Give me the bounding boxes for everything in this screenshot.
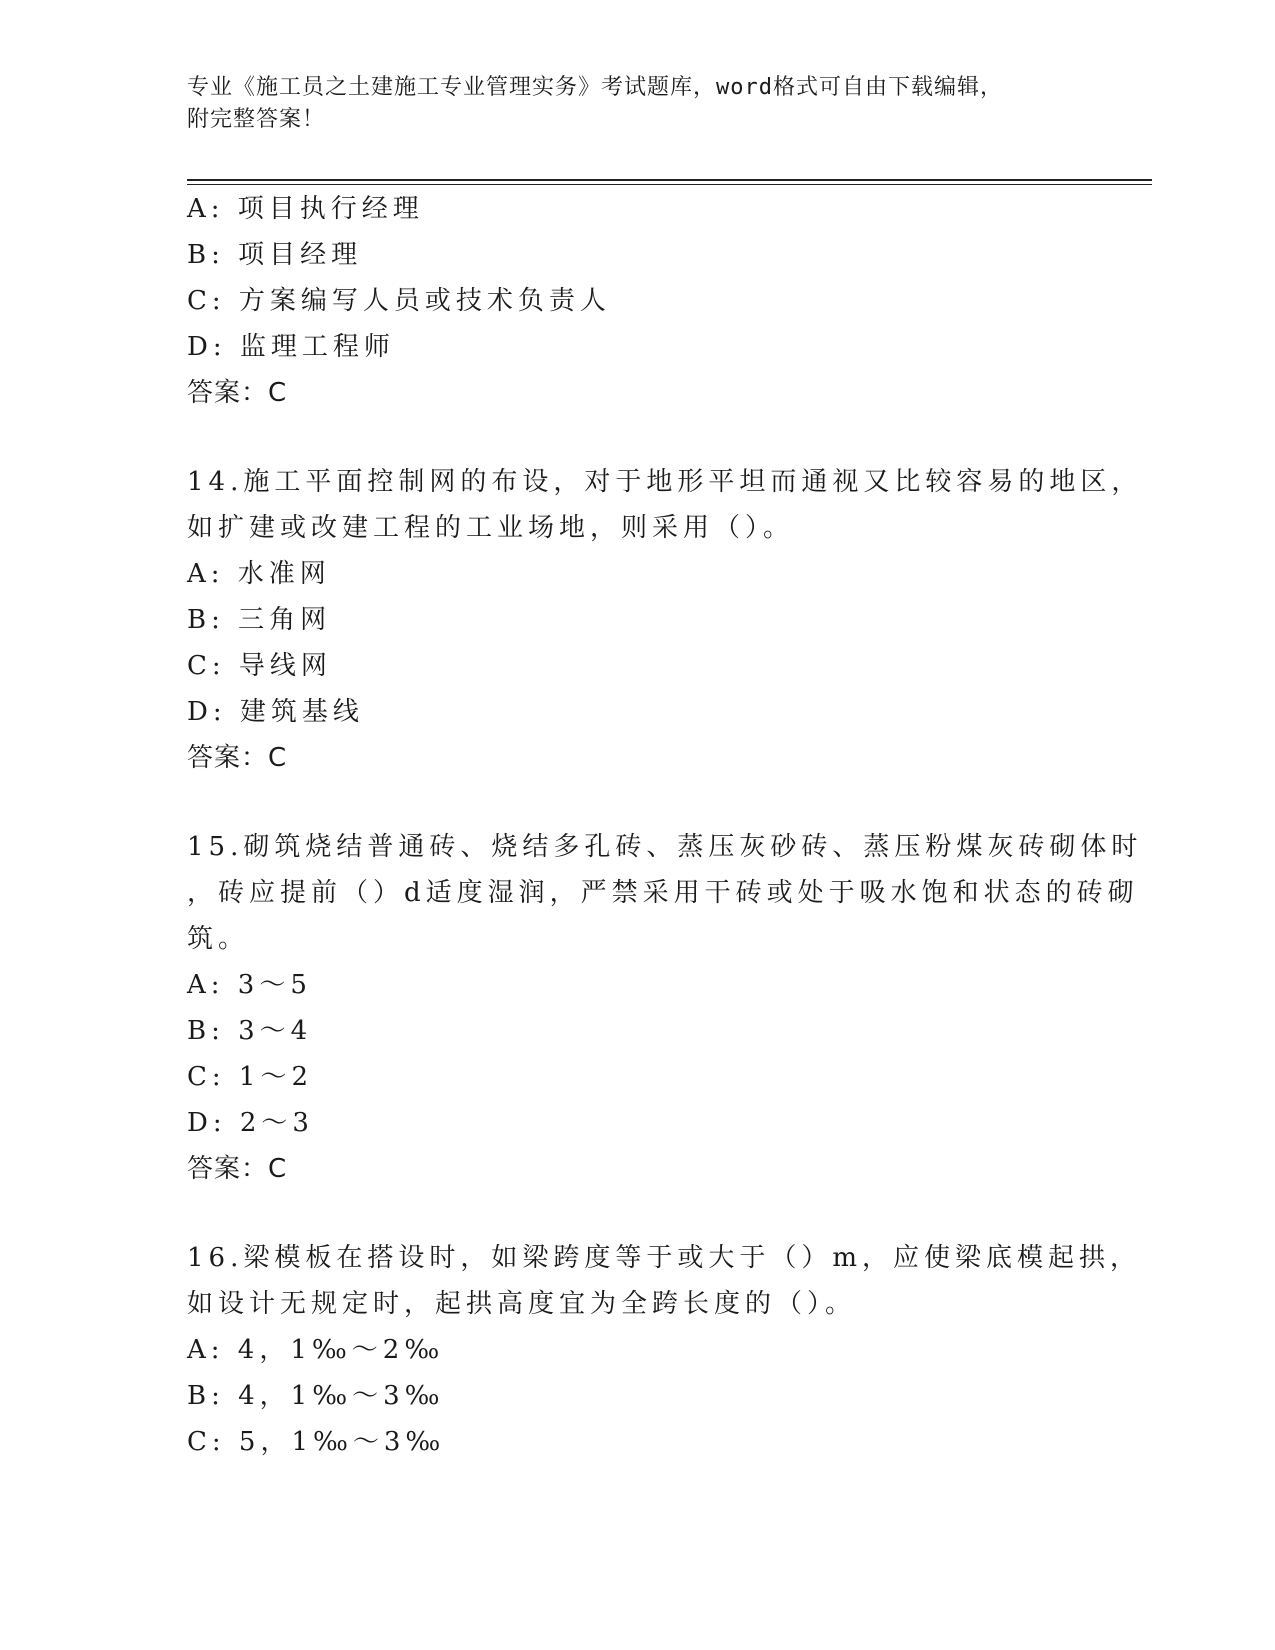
header-line-2: 附完整答案！	[187, 107, 326, 132]
document-header	[187, 72, 1067, 136]
option-b: B: 三角网	[187, 605, 332, 635]
question-16	[187, 1235, 1142, 1465]
question-stem-line: 如扩建或改建工程的工业场地，则采用（）。	[187, 513, 795, 543]
option-d: D: 监理工程师	[187, 332, 395, 362]
question-stem-line: 如设计无规定时，起拱高度宜为全跨长度的（）。	[187, 1289, 857, 1319]
option-a: A: 项目执行经理	[187, 194, 424, 224]
question-list	[187, 186, 1143, 1465]
question-stem-line: ，砖应提前（）d适度湿润，严禁采用干砖或处于吸水饱和状态的砖砌	[187, 878, 1139, 908]
option-a: A: 3～5	[187, 970, 312, 1000]
question-stem-line: 14.施工平面控制网的布设，对于地形平坦而通视又比较容易的地区，	[187, 467, 1143, 497]
option-a: A: 水准网	[187, 559, 331, 589]
answer-line: 答案：C	[187, 743, 288, 773]
option-b: B: 4，1‰～3‰	[187, 1381, 445, 1411]
question-13	[187, 186, 1087, 416]
option-b: B: 项目经理	[187, 240, 363, 270]
option-c: C: 导线网	[187, 651, 332, 681]
answer-line: 答案：C	[187, 378, 288, 408]
answer-line: 答案：C	[187, 1154, 288, 1184]
option-c: C: 1～2	[187, 1062, 314, 1092]
question-stem-line: 16.梁模板在搭设时，如梁跨度等于或大于（）m，应使梁底模起拱，	[187, 1243, 1142, 1273]
option-a: A: 4，1‰～2‰	[187, 1335, 445, 1365]
option-b: B: 3～4	[187, 1016, 313, 1046]
question-14	[187, 459, 1143, 781]
option-d: D: 2～3	[187, 1108, 314, 1138]
header-line-1: 专业《施工员之土建施工专业管理实务》考试题库，word格式可自由下载编辑，	[187, 75, 1003, 100]
header-rule-thick	[187, 179, 1152, 181]
option-d: D: 建筑基线	[187, 697, 364, 727]
header-rule-thin	[187, 184, 1152, 185]
option-c: C: 方案编写人员或技术负责人	[187, 286, 611, 316]
option-c: C: 5，1‰～3‰	[187, 1427, 446, 1457]
question-stem-line: 15.砌筑烧结普通砖、烧结多孔砖、蒸压灰砂砖、蒸压粉煤灰砖砌体时	[187, 832, 1143, 862]
question-stem-line: 筑。	[187, 924, 250, 954]
question-15	[187, 824, 1143, 1192]
